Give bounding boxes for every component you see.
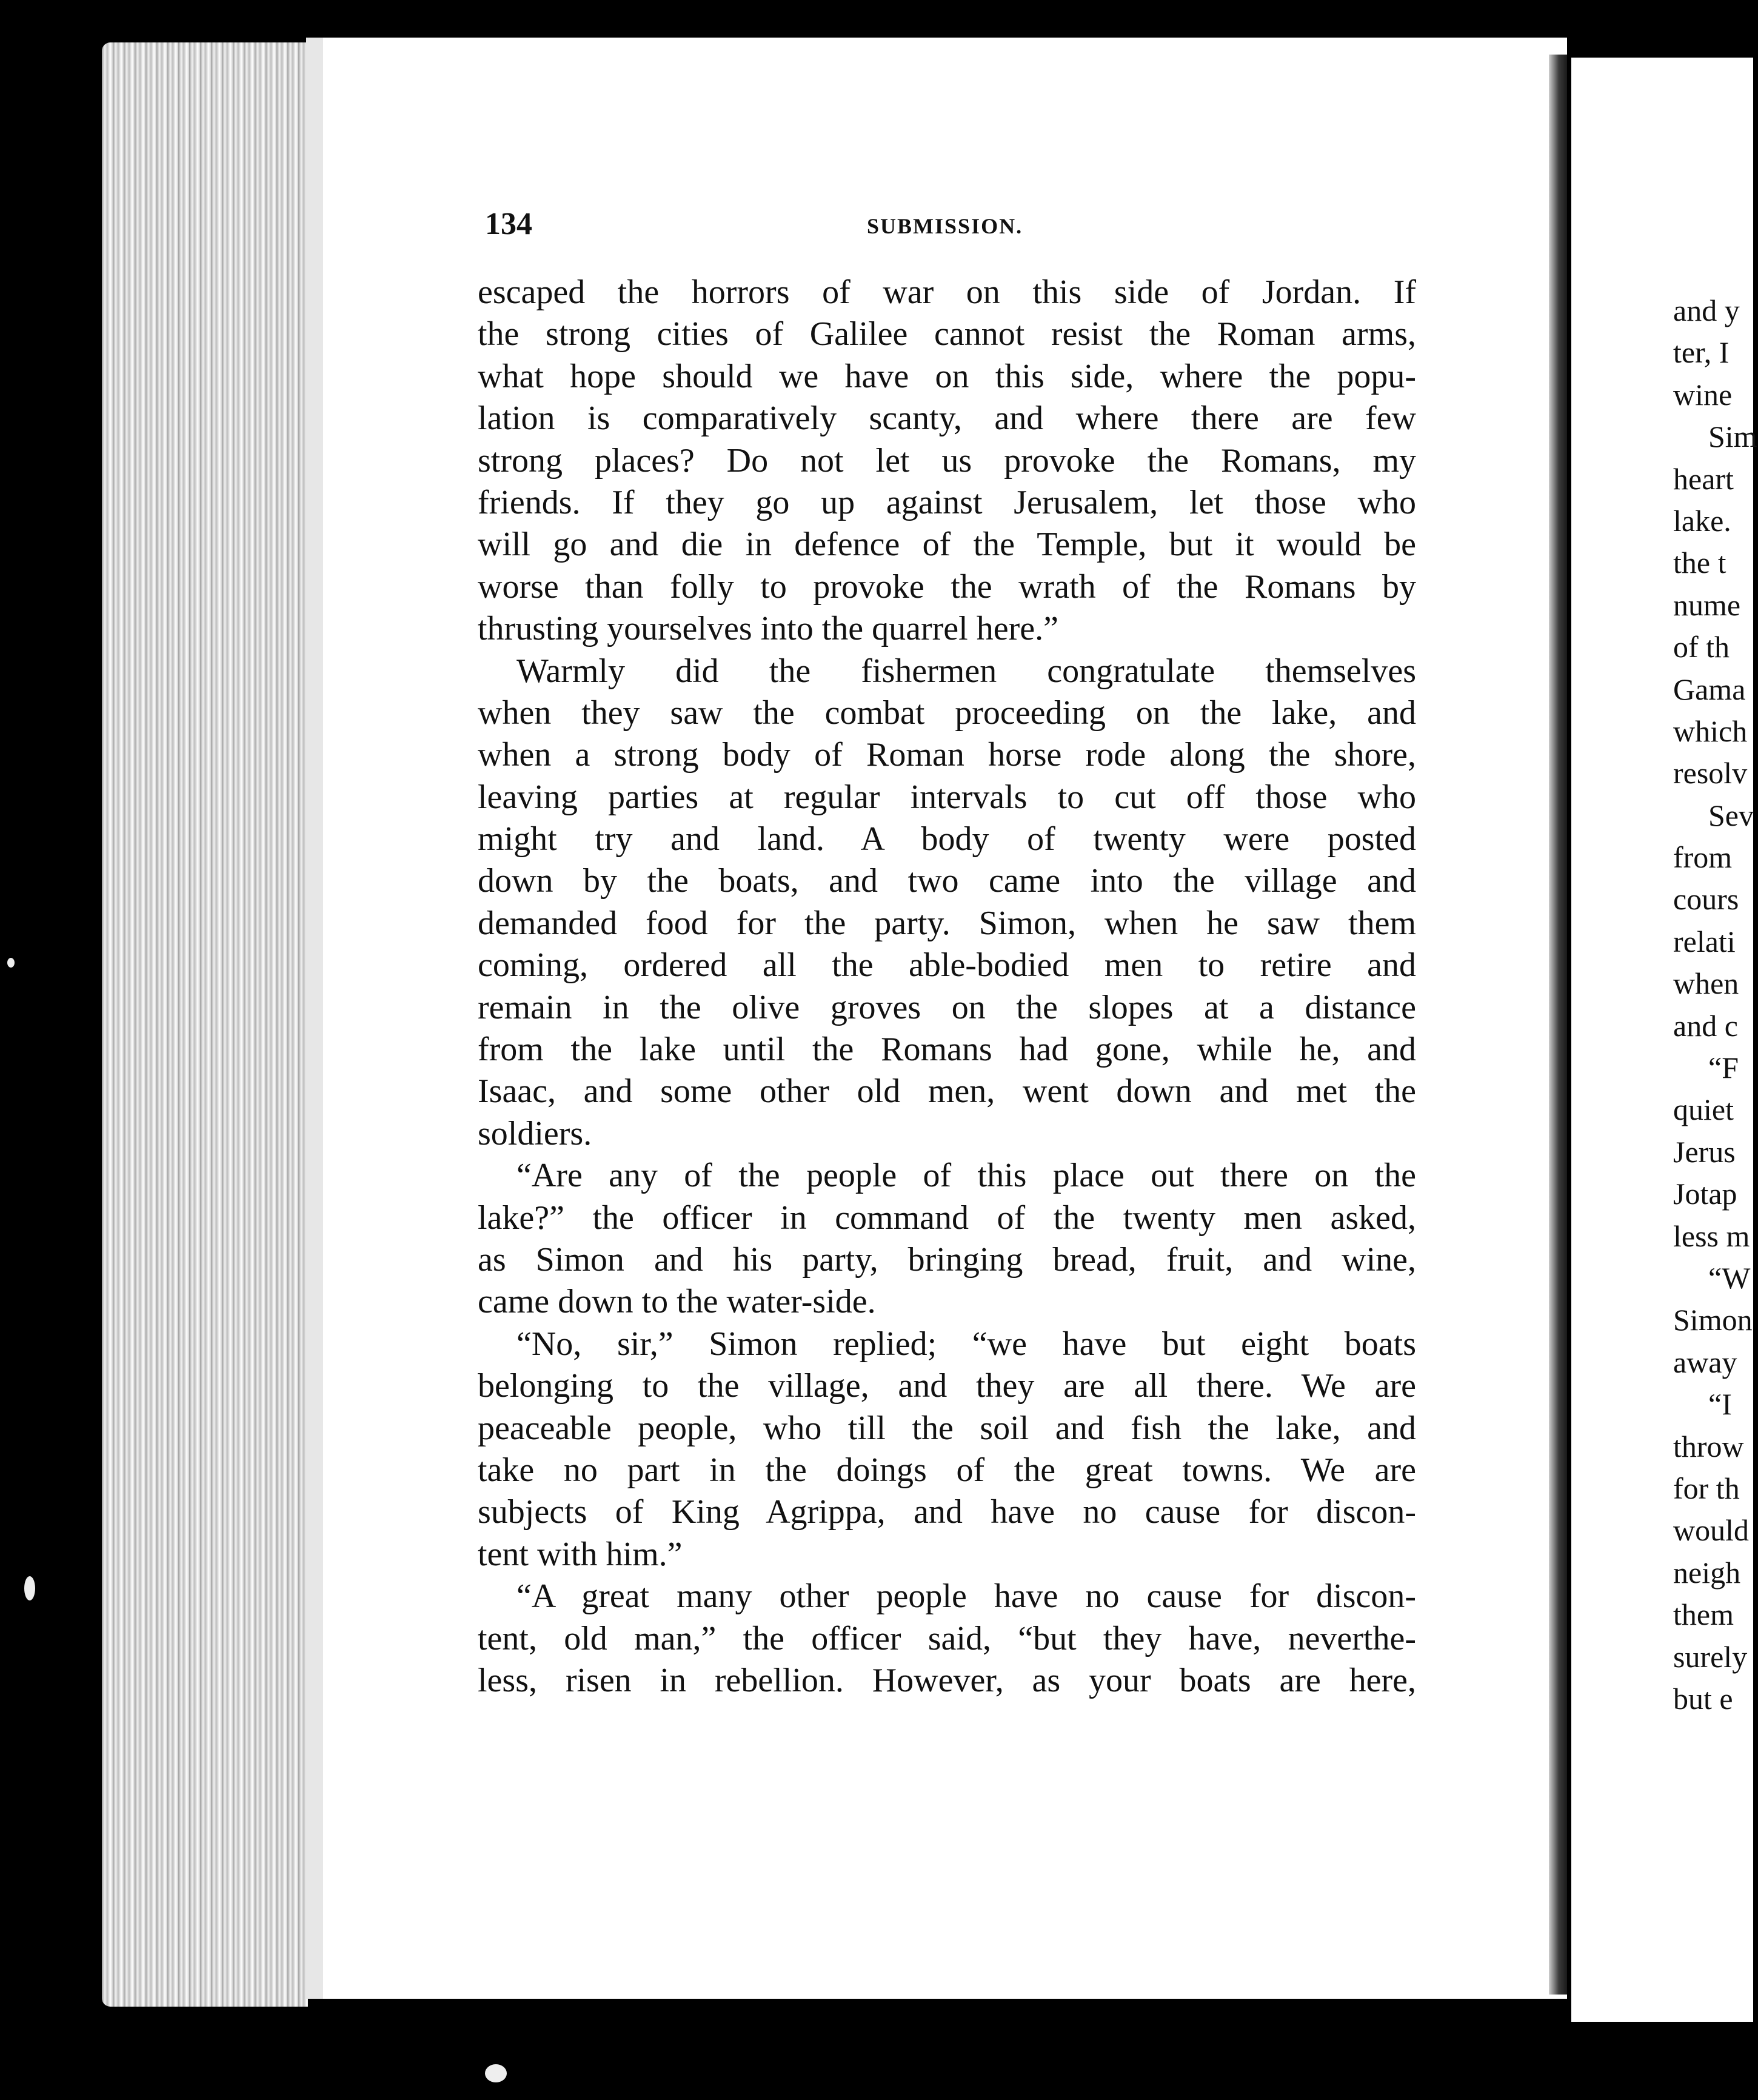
page-title: SUBMISSION. — [867, 214, 1023, 238]
text-line: thrusting yourselves into the quarrel here.” — [478, 610, 1058, 648]
text-line: leaving parties at regular intervals to cut off those who — [478, 778, 1416, 816]
facing-line: of th — [1673, 630, 1730, 664]
text-line: lation is comparatively scanty, and where there are few — [478, 400, 1416, 438]
text-line: the strong cities of Galilee cannot resist the Roman arms, — [478, 315, 1416, 353]
facing-line: “F — [1708, 1051, 1739, 1085]
text-line: will go and die in defence of the Temple, but it would be — [478, 526, 1416, 564]
text-line: remain in the olive groves on the slopes at a distance — [478, 988, 1416, 1026]
text-line: tent with him.” — [478, 1535, 683, 1573]
text-line: “Are any of the people of this place out there on the — [516, 1157, 1416, 1195]
facing-line: them — [1673, 1597, 1734, 1632]
text-line: Warmly did the fishermen congratulate themselves — [516, 652, 1416, 690]
facing-line: and y — [1673, 293, 1740, 327]
facing-line: would — [1673, 1513, 1749, 1548]
text-line: what hope should we have on this side, where the popu- — [478, 357, 1416, 395]
text-line: “A great many other people have no cause for discon- — [516, 1577, 1416, 1616]
text-line: strong places? Do not let us provoke the Romans, my — [478, 441, 1416, 480]
facing-line: for th — [1673, 1471, 1740, 1505]
facing-line: but e — [1673, 1681, 1733, 1716]
facing-line: Simon — [1673, 1303, 1753, 1337]
facing-line: wine — [1673, 377, 1733, 412]
facing-line: and c — [1673, 1008, 1738, 1043]
facing-line: throw — [1673, 1429, 1744, 1463]
book-gutter — [1549, 55, 1567, 1995]
text-line: as Simon and his party, bringing bread, fruit, and wine, — [478, 1240, 1416, 1279]
body-text — [478, 272, 1416, 1702]
facing-line: lake. — [1673, 503, 1731, 538]
facing-line: Gama — [1673, 672, 1746, 706]
scan-speck — [485, 2064, 507, 2082]
facing-line: away — [1673, 1345, 1737, 1379]
text-line: Isaac, and some other old men, went down and met the — [478, 1072, 1416, 1111]
text-line: when they saw the combat proceeding on the lake, and — [478, 694, 1416, 732]
text-line: from the lake until the Romans had gone, while he, and — [478, 1031, 1416, 1069]
text-line: take no part in the doings of the great towns. We are — [478, 1451, 1416, 1489]
text-line: escaped the horrors of war on this side of Jordan. If — [478, 273, 1416, 311]
facing-page-text — [1673, 290, 1758, 1720]
text-line: less, risen in rebellion. However, as your boats are here, — [478, 1661, 1416, 1699]
text-line: belonging to the village, and they are all there. We are — [478, 1367, 1416, 1405]
facing-line: when — [1673, 966, 1739, 1001]
text-line: worse than folly to provoke the wrath of the Romans by — [478, 567, 1416, 606]
text-line: friends. If they go up against Jerusalem, let those who — [478, 483, 1416, 521]
text-line: peaceable people, who till the soil and fish the lake, and — [478, 1409, 1416, 1447]
book-page-edges — [102, 42, 308, 2007]
facing-line: which — [1673, 714, 1748, 748]
facing-line: resolv — [1673, 756, 1748, 791]
facing-line: ter, I — [1673, 335, 1730, 370]
facing-line: heart — [1673, 461, 1734, 496]
text-line: came down to the water-side. — [478, 1283, 876, 1321]
page-number: 134 — [485, 207, 532, 241]
facing-line: Sev — [1708, 798, 1754, 832]
facing-line: surely — [1673, 1639, 1748, 1674]
facing-line: cours — [1673, 882, 1739, 917]
facing-line: “W — [1708, 1260, 1751, 1295]
facing-line: nume — [1673, 587, 1741, 622]
facing-line: Jerus — [1673, 1134, 1736, 1169]
running-head — [485, 206, 1419, 255]
text-line: might try and land. A body of twenty were posted — [478, 820, 1416, 858]
text-line: soldiers. — [478, 1114, 592, 1152]
text-line: demanded food for the party. Simon, when he saw them — [478, 904, 1416, 942]
facing-line: the t — [1673, 546, 1726, 580]
text-line: coming, ordered all the able-bodied men to retire and — [478, 946, 1416, 985]
facing-line: neigh — [1673, 1555, 1741, 1590]
text-line: “No, sir,” Simon replied; “we have but eight boats — [516, 1325, 1416, 1363]
facing-line: from — [1673, 840, 1733, 875]
text-line: tent, old man,” the officer said, “but they have, neverthe- — [478, 1619, 1416, 1657]
scan-speck — [7, 958, 15, 968]
facing-line: Jotap — [1673, 1177, 1737, 1211]
text-line: subjects of King Agrippa, and have no cause for discon- — [478, 1493, 1416, 1531]
text-line: when a strong body of Roman horse rode along the shore, — [478, 736, 1416, 774]
facing-line: relati — [1673, 924, 1736, 958]
facing-line: “I — [1708, 1387, 1732, 1422]
facing-line: Sim — [1708, 420, 1757, 454]
text-line: down by the boats, and two came into the village and — [478, 862, 1416, 900]
text-line: lake?” the officer in command of the twenty men asked, — [478, 1199, 1416, 1237]
scan-speck — [24, 1576, 35, 1600]
facing-line: quiet — [1673, 1092, 1734, 1127]
facing-line: less m — [1673, 1219, 1750, 1253]
